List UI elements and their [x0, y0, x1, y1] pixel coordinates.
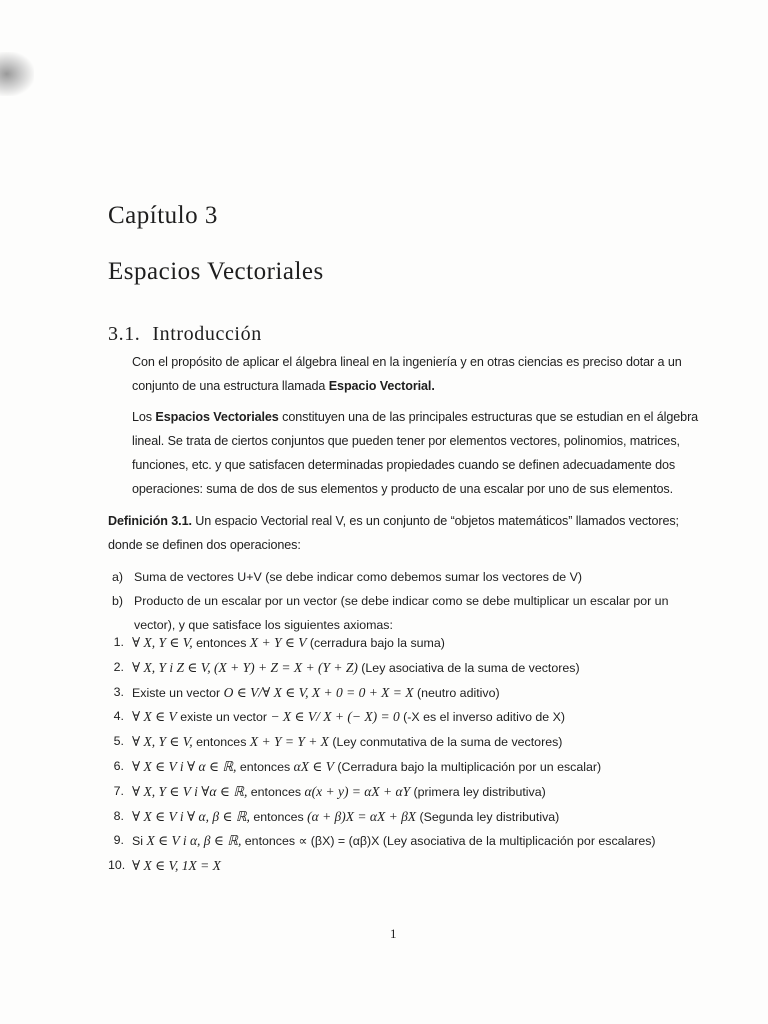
page-number: 1 — [390, 926, 397, 941]
axiom-number: 7. — [113, 783, 124, 798]
axiom-item — [108, 705, 708, 730]
axiom-number: 4. — [113, 709, 124, 724]
list-item-text: Suma de vectores U+V (se debe indicar como debemos sumar los vectores de V) — [134, 570, 582, 584]
axiom-math-2: αX ∈ V — [293, 758, 334, 774]
paragraph-text: Con el propósito de aplicar el álgebra lineal en la ingeniería y en otras ciencias es preciso dotar a un conjunto de una estructura llamada — [132, 355, 682, 393]
axiom-item — [108, 805, 708, 830]
axiom-item — [108, 656, 708, 681]
definition-text: Un espacio Vectorial real V, es un conjunto de “objetos matemáticos” llamados vectores; donde se definen dos operaciones: — [108, 514, 679, 552]
axiom-text: Si — [132, 834, 147, 849]
axiom-math-2: α(x + y) = αX + αY — [304, 783, 411, 799]
list-marker: a) — [112, 570, 124, 584]
axiom-math: ∀ X ∈ V — [132, 709, 177, 725]
axiom-item — [108, 681, 708, 706]
list-item — [108, 589, 708, 637]
axiom-text: entonces — [236, 759, 294, 774]
axiom-item — [108, 854, 708, 879]
operations-list — [108, 565, 708, 637]
axiom-item — [108, 631, 708, 656]
axiom-number: 3. — [113, 684, 124, 699]
axiom-text: Existe un vector — [132, 685, 224, 700]
paragraph-bold-term: Espacio Vectorial. — [328, 379, 435, 393]
axiom-item — [108, 780, 708, 805]
chapter-label: Capítulo 3 — [108, 202, 218, 229]
axiom-math-2: X ∈ V i α, β ∈ ℝ, — [146, 833, 242, 849]
axiom-note: (-X es el inverso aditivo de X) — [399, 710, 566, 725]
list-item — [108, 565, 708, 589]
axioms-list — [108, 631, 708, 879]
axiom-number: 5. — [113, 734, 124, 749]
axiom-math: ∀ X, Y i Z ∈ V, (X + Y) + Z = X + (Y + Z) — [132, 659, 358, 675]
axiom-note: (Segunda ley distributiva) — [416, 809, 560, 824]
axiom-number: 2. — [113, 659, 124, 674]
paragraph-text: Los — [132, 410, 156, 424]
axiom-math-2: O ∈ V/∀ X ∈ V, X + 0 = 0 + X = X — [223, 684, 414, 700]
paragraph-text-end: constituyen una de las principales estructuras que se estudian en el álgebra lineal. Se trata de ciertos conjuntos que pueden tener por elementos vectores, polinomios, matrices, funciones, etc. y que satisfacen determinadas propiedades cuando se definen adecuadamente dos operaciones: suma de dos de sus elementos y producto de una escalar por uno de sus elementos. — [132, 410, 699, 496]
intro-paragraph — [108, 350, 722, 398]
axiom-note: (Ley asociativa de la suma de vectores) — [357, 660, 580, 675]
axiom-note: (primera ley distributiva) — [410, 784, 546, 799]
axiom-text: entonces — [192, 735, 250, 750]
vector-spaces-paragraph — [108, 405, 722, 501]
axiom-note: (cerradura bajo la suma) — [306, 636, 445, 650]
axiom-item — [108, 730, 708, 755]
axiom-math: ∀ X, Y ∈ V, — [132, 635, 193, 650]
axiom-math: ∀ X ∈ V i ∀ α, β ∈ ℝ, — [132, 808, 250, 824]
axiom-math-2: (α + β)X = αX + βX — [307, 808, 417, 824]
list-item-text: Producto de un escalar por un vector (se debe indicar como se debe multiplicar un escalar por un vector), y que satisface los siguientes axiomas: — [134, 594, 669, 632]
axiom-number: 8. — [113, 808, 124, 823]
axiom-text: existe un vector — [176, 710, 271, 725]
axiom-math: ∀ X ∈ V, 1X = X — [132, 858, 221, 874]
axiom-note: (Ley conmutativa de la suma de vectores) — [328, 735, 563, 750]
list-marker: b) — [112, 594, 124, 608]
axiom-text: entonces — [249, 809, 308, 824]
axiom-number: 1. — [113, 635, 124, 649]
section-heading — [108, 323, 262, 346]
axiom-math-2: − X ∈ V/ X + (− X) = 0 — [270, 709, 400, 725]
axiom-math: ∀ X, Y ∈ V i ∀α ∈ ℝ, — [132, 783, 248, 799]
definition-paragraph — [108, 509, 698, 557]
definition-label: Definición 3.1. — [108, 514, 192, 528]
axiom-item — [108, 829, 708, 854]
axiom-text: entonces — [192, 636, 250, 650]
axiom-note: entonces ∝ (βX) = (αβ)X (Ley asociativa de la multiplicación por escalares) — [241, 834, 656, 849]
scan-artifact — [0, 52, 34, 96]
paragraph-bold-term: Espacios Vectoriales — [155, 410, 279, 424]
axiom-item — [108, 755, 708, 780]
section-title: Introducción — [152, 323, 262, 345]
axiom-math: ∀ X ∈ V i ∀ α ∈ ℝ, — [132, 758, 237, 774]
axiom-number: 9. — [113, 833, 124, 848]
axiom-math-2: X + Y = Y + X — [249, 734, 329, 750]
axiom-note: (neutro aditivo) — [413, 685, 500, 700]
axiom-math-2: X + Y ∈ V — [249, 635, 307, 650]
axiom-number: 10. — [108, 858, 126, 873]
chapter-title: Espacios Vectoriales — [108, 258, 324, 285]
axiom-note: (Cerradura bajo la multiplicación por un escalar) — [333, 759, 602, 774]
axiom-number: 6. — [113, 758, 124, 773]
axiom-text: entonces — [247, 784, 305, 799]
axiom-math: ∀ X, Y ∈ V, — [132, 734, 193, 750]
section-number: 3.1. — [108, 323, 141, 345]
